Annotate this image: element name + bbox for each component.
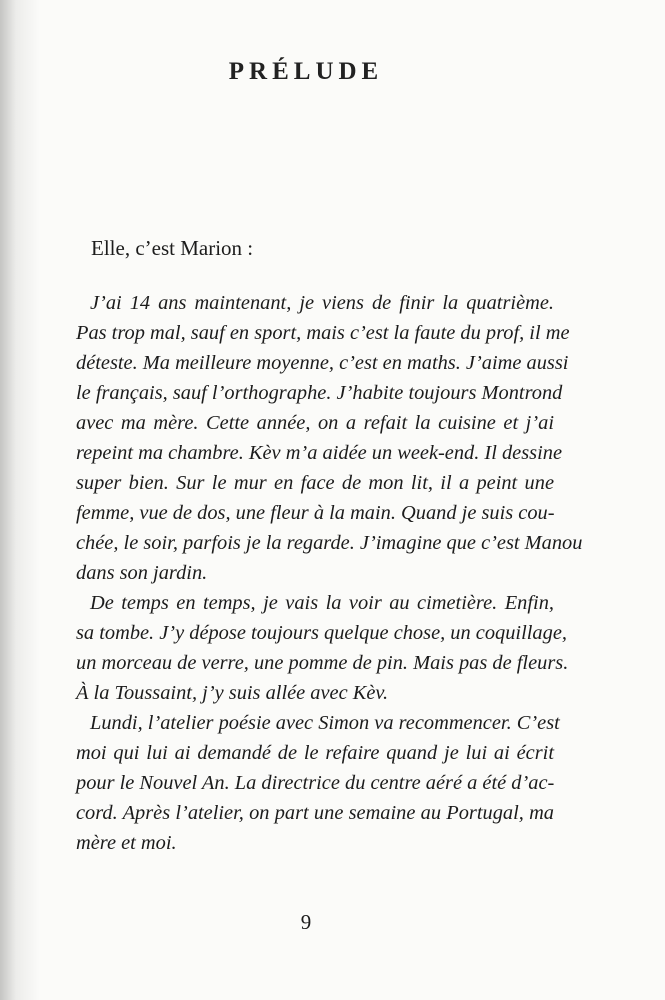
text-line: À la Toussaint, j’y suis allée avec Kèv. bbox=[76, 682, 389, 704]
text-line: moi qui lui ai demandé de le refaire quand je lui ai écrit bbox=[76, 742, 554, 764]
page-gutter-shadow bbox=[0, 0, 40, 1000]
text-line: Pas trop mal, sauf en sport, mais c’est la faute du prof, il me bbox=[76, 322, 570, 344]
text-line: femme, vue de dos, une fleur à la main. Quand je suis cou- bbox=[76, 502, 555, 524]
intro-line: Elle, c’est Marion : bbox=[91, 236, 254, 260]
text-line: dans son jardin. bbox=[76, 562, 208, 584]
text-line: De temps en temps, je vais la voir au cimetière. Enfin, bbox=[90, 592, 554, 614]
text-line: pour le Nouvel An. La directrice du centre aéré a été d’ac- bbox=[76, 772, 555, 794]
text-line: Lundi, l’atelier poésie avec Simon va recommencer. C’est bbox=[90, 712, 560, 734]
text-line: chée, le soir, parfois je la regarde. J’imagine que c’est Manou bbox=[76, 532, 583, 554]
body-text bbox=[76, 288, 583, 858]
page-number: 9 bbox=[300, 910, 312, 934]
text-line: super bien. Sur le mur en face de mon lit, il a peint une bbox=[76, 472, 554, 494]
text-line: un morceau de verre, une pomme de pin. Mais pas de fleurs. bbox=[76, 652, 569, 674]
chapter-title: PRÉLUDE bbox=[228, 58, 384, 85]
text-line: sa tombe. J’y dépose toujours quelque chose, un coquillage, bbox=[76, 622, 567, 644]
text-line: le français, sauf l’orthographe. J’habite toujours Montrond bbox=[76, 382, 563, 404]
text-line: avec ma mère. Cette année, on a refait la cuisine et j’ai bbox=[76, 412, 554, 434]
text-line: mère et moi. bbox=[76, 832, 177, 854]
text-line: J’ai 14 ans maintenant, je viens de finir la quatrième. bbox=[90, 292, 554, 314]
text-line: cord. Après l’atelier, on part une semaine au Portugal, ma bbox=[76, 802, 554, 824]
text-line: déteste. Ma meilleure moyenne, c’est en maths. J’aime aussi bbox=[76, 352, 569, 374]
text-line: repeint ma chambre. Kèv m’a aidée un week-end. Il dessine bbox=[76, 442, 563, 464]
